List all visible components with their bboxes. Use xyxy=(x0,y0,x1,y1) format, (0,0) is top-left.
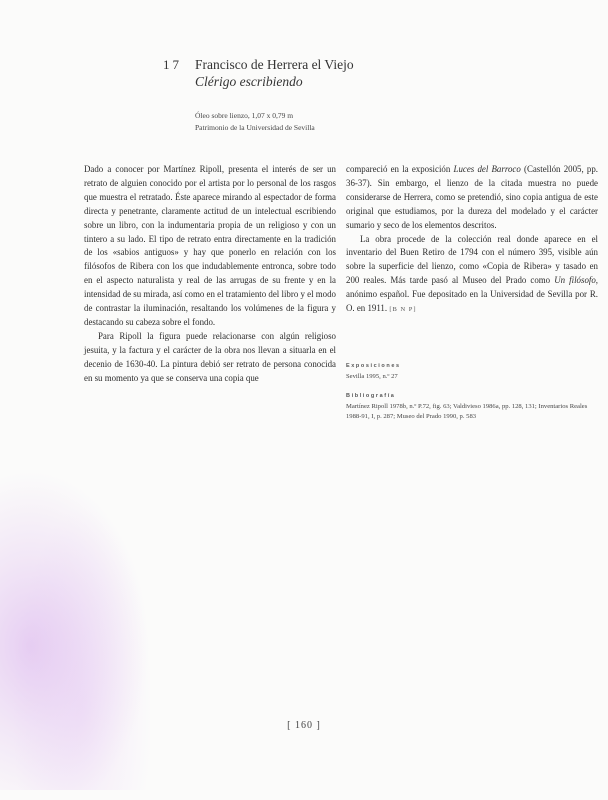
text-run: (Castellón 2005, pp. 36-37). Sin embargo, el lienzo de la citada muestra no puede considerarse de Herrera, como se pretendió, sino copia antigua de este original que estudiamos, por la dureza del modelado y el carácter sumario y seco de los elementos descritos. xyxy=(346,164,598,230)
text-column-right xyxy=(346,163,598,317)
former-title: Un filósofo, xyxy=(554,275,599,286)
text-column-left xyxy=(84,163,336,386)
exhibitions-heading: Exposiciones xyxy=(346,363,401,369)
text-run: anónimo español. Fue depositado en la Universidad de Sevilla por R. O. en 1911. xyxy=(346,289,598,314)
exhibition-title: Luces del Barroco xyxy=(453,164,521,174)
author-signature: [B N P] xyxy=(389,306,417,314)
paragraph xyxy=(346,233,598,317)
work-title: Clérigo escribiendo xyxy=(195,74,303,89)
bibliography-heading: Bibliografía xyxy=(346,393,396,399)
bibliography-text: Martínez Ripoll 1978b, n.º P.72, fig. 63; Valdivieso 1986a, pp. 128, 131; Inventarios Reales 1988-91, I, p. 287; Museo del Prado 1990, p. 583 xyxy=(346,403,588,421)
paragraph: Para Ripoll la figura puede relacionarse con algún religioso jesuita, y la factura y el carácter de la obra nos llevan a situarla en el decenio de 1630-40. La pintura debió ser retrato de persona conocida en su momento ya que se conserva una copia que xyxy=(84,330,336,383)
technical-data xyxy=(195,110,435,134)
paragraph xyxy=(346,163,598,233)
text-run: La obra procede de la colección real donde aparece en el inventario del Buen Retiro de 1794 con el número 395, visible aún sobre la superficie del lienzo, como «Copia de Ribera» y tasado en 200 reales. Más tarde pasó al Museo del Prado como xyxy=(346,233,598,286)
paragraph: Dado a conocer por Martínez Ripoll, presenta el interés de ser un retrato de alguien conocido por el artista por lo personal de los rasgos que muestra el retratado. Éste aparece mirando al espectador de forma directa y penetrante, claramente actitud de un intelectual escribiendo sobre un libro, con la indumentaria propia de un religioso y con un tintero a su lado. El tipo de retrato entra directamente en la tradición de los «sabios antiguos» y hay que ponerlo en relación con los filósofos de Ribera con los que indudablemente entronca, sobre todo en el aspecto naturalista y real de las arrugas de su frente y en la intensidad de su mirada, así como en el tratamiento del libro y el modo de contrastar la iluminación, resaltando los volúmenes de la figura y destacando su cabeza sobre el fondo. xyxy=(84,164,336,327)
collection-line: Patrimonio de la Universidad de Sevilla xyxy=(195,123,315,132)
bibliography-section xyxy=(346,393,598,423)
artist-name: Francisco de Herrera el Viejo xyxy=(195,57,354,72)
exhibitions-text: Sevilla 1995, n.º 27 xyxy=(346,373,398,380)
page-smudge xyxy=(0,470,150,790)
catalogue-number: 17 xyxy=(163,57,182,72)
text-run: compareció en la exposición xyxy=(346,164,454,174)
medium-dimensions: Óleo sobre lienzo, 1,07 x 0,79 m xyxy=(195,111,294,120)
page-number: [ 160 ] xyxy=(287,720,321,731)
exhibitions-section xyxy=(346,363,598,382)
